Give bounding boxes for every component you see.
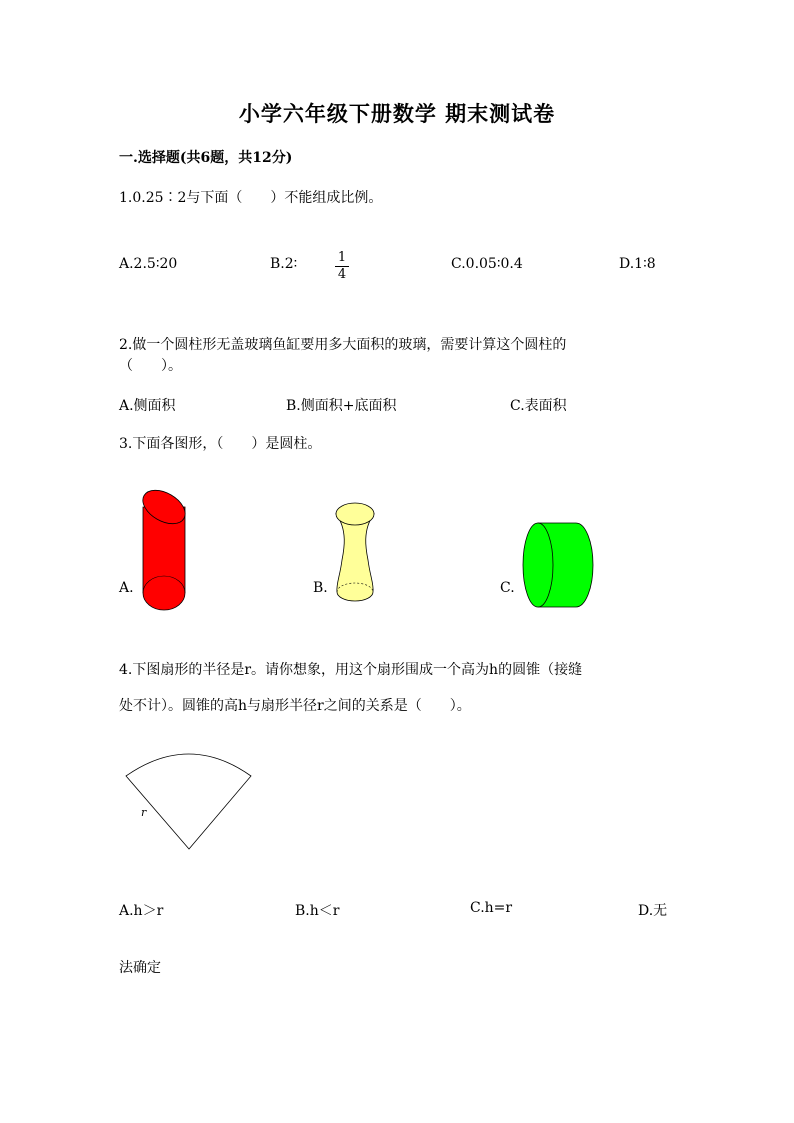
sector-radius-label: r [141,806,147,819]
red-slanted-cylinder-figure [135,485,195,615]
q1-option-c: C.0.05∶0.4 [451,256,523,272]
q4-option-b: B.h＜r [295,903,340,919]
yellow-hourglass-figure [332,500,380,612]
q4-option-d: D.无 [638,903,668,919]
question-4-stem-line1: 4.下图扇形的半径是r。请你想象，用这个扇形围成一个高为h的圆锥（接缝 [119,662,583,678]
sector-figure [124,752,256,854]
q1-option-d: D.1∶8 [619,256,656,272]
q4-option-d-continuation: 法确定 [119,960,161,976]
q3-option-b-label: B. [313,580,328,596]
fraction-numerator: 1 [337,250,347,265]
q2-option-c: C.表面积 [510,398,567,414]
section-heading: 一.选择题(共6题，共12分) [119,150,293,166]
question-4-stem-line2: 处不计）。圆锥的高h与扇形半径r之间的关系是（ ）。 [119,698,471,714]
q3-option-c-label: C. [500,580,515,596]
q4-option-c: C.h=r [470,900,513,916]
page-title: 小学六年级下册数学 期末测试卷 [238,101,556,126]
fraction-denominator: 4 [337,267,347,282]
q3-option-a-label: A. [119,580,134,596]
q1-option-a: A.2.5∶20 [119,256,178,272]
question-3-stem: 3.下面各图形，（ ）是圆柱。 [119,436,322,452]
q4-option-a: A.h＞r [119,903,164,919]
q1-option-b-fraction [334,250,350,283]
question-2-stem-line2: （ ）。 [119,358,182,374]
q2-option-a: A.侧面积 [119,398,176,414]
question-1-stem: 1.0.25∶2与下面（ ）不能组成比例。 [119,190,383,206]
question-2-stem-line1: 2.做一个圆柱形无盖玻璃鱼缸要用多大面积的玻璃，需要计算这个圆柱的 [119,337,567,353]
green-short-cylinder-figure [522,522,596,610]
q2-option-b: B.侧面积+底面积 [286,398,397,414]
q1-option-b-prefix: B.2∶ [270,256,298,272]
